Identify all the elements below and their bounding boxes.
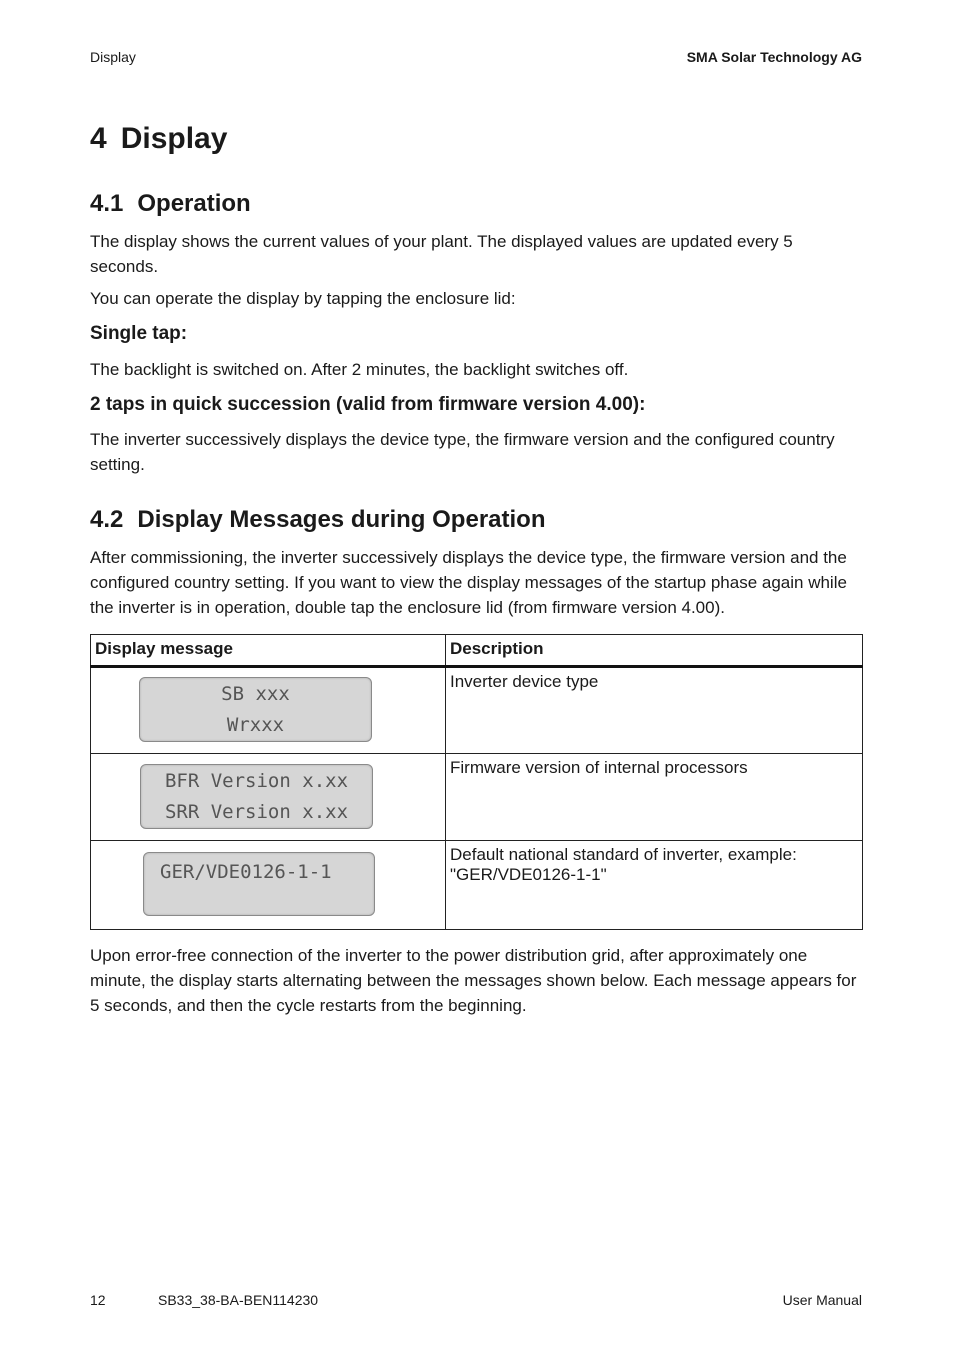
double-tap-text: The inverter successively displays the device type, the firmware version and the configured country setting. (90, 430, 835, 474)
double-tap-heading: 2 taps in quick succession (valid from firmware version 4.00): (90, 394, 646, 415)
section-4-2-intro: After commissioning, the inverter successively displays the device type, the firmware version and the configured country setting. If you want to view the display messages of the startup phase again while the inverter is in operation, double tap the enclosure lid (from firmware version 4.00). (90, 548, 847, 617)
running-header-right: SMA Solar Technology AG (686, 49, 862, 65)
table-row (91, 841, 863, 930)
chapter-number: 4 (90, 122, 107, 155)
description-cell: Inverter device type (446, 667, 863, 754)
section-4-1-title-text: Operation (137, 190, 251, 217)
section-4-2-title-text: Display Messages during Operation (137, 506, 546, 533)
display-message-cell (91, 841, 446, 930)
lcd-line: SRR Version x.xx (164, 800, 349, 823)
description-cell: Default national standard of inverter, example: "GER/VDE0126-1-1" (446, 841, 863, 930)
section-4-2-number: 4.2 (90, 506, 124, 533)
table-header-row (91, 635, 863, 667)
lcd-line: BFR Version x.xx (164, 769, 349, 792)
running-header-left: Display (90, 49, 136, 65)
display-message-cell (91, 667, 446, 754)
section-4-1-para-1: The display shows the current values of your plant. The displayed values are updated every 5 seconds. (90, 232, 793, 276)
document-id: SB33_38-BA-BEN114230 (158, 1292, 319, 1308)
lcd-display (139, 677, 372, 742)
table-row (91, 667, 863, 754)
section-4-1-number: 4.1 (90, 190, 124, 217)
lcd-line: SB xxx (221, 682, 290, 705)
page-number: 12 (90, 1292, 106, 1308)
section-4-2-title (90, 506, 545, 534)
display-message-cell (91, 754, 446, 841)
lcd-display (143, 852, 375, 916)
section-4-2-outro: Upon error-free connection of the inverter to the power distribution grid, after approximately one minute, the display starts alternating between the messages shown below. Each message appears for 5 seconds, and then the cycle restarts from the beginning. (90, 946, 857, 1015)
section-4-1-title (90, 190, 251, 218)
lcd-line: Wrxxx (226, 713, 285, 736)
single-tap-text: The backlight is switched on. After 2 minutes, the backlight switches off. (90, 360, 629, 379)
table-row (91, 754, 863, 841)
lcd-line: GER/VDE0126-1-1 (160, 861, 332, 883)
display-messages-table (90, 634, 863, 930)
footer-right: User Manual (782, 1292, 862, 1308)
lcd-display (140, 764, 373, 829)
description-cell: Firmware version of internal processors (446, 754, 863, 841)
table-header-display-message: Display message (91, 635, 446, 667)
section-4-1-para-2: You can operate the display by tapping the enclosure lid: (90, 289, 516, 308)
chapter-title-text: Display (120, 122, 228, 155)
single-tap-heading: Single tap: (90, 323, 188, 344)
table-header-description: Description (446, 635, 863, 667)
chapter-title (90, 122, 227, 156)
